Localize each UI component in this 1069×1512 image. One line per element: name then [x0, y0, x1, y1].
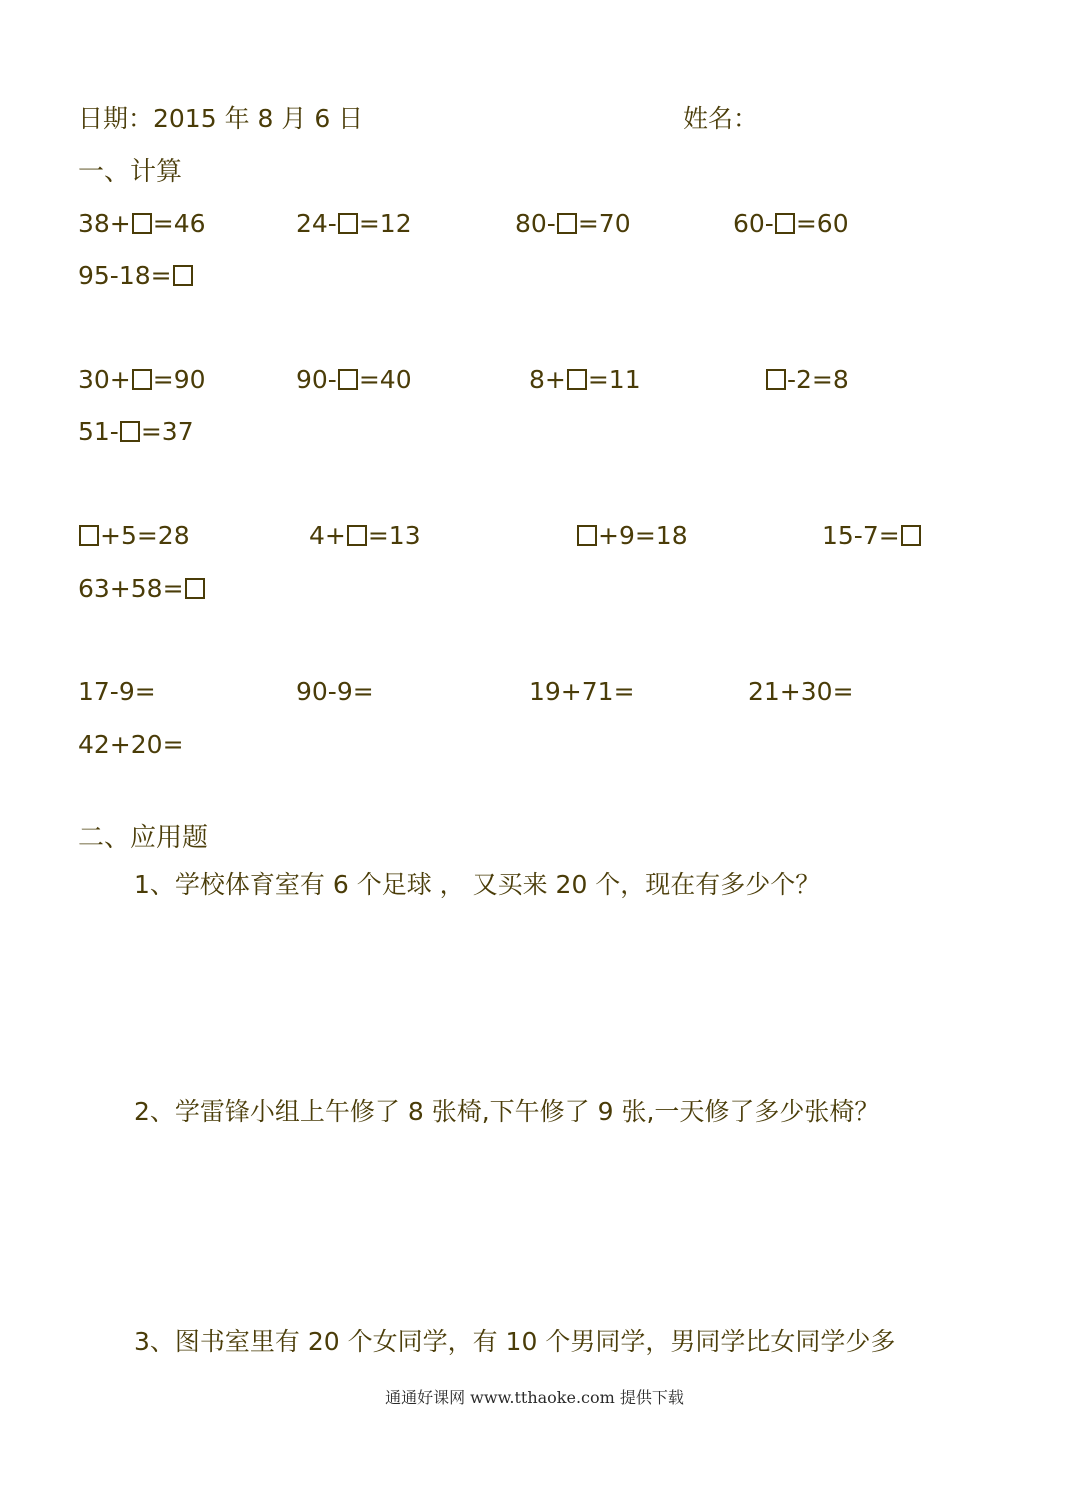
equation-text: 19+71= [529, 677, 635, 706]
answer-box[interactable] [338, 213, 358, 234]
answer-box[interactable] [132, 369, 152, 390]
equation [529, 677, 635, 707]
equation-text: =90 [152, 365, 206, 394]
equation [296, 677, 374, 707]
equation-text: 38+ [78, 209, 131, 238]
equation-text: 30+ [78, 365, 131, 394]
section-calc-title: 一、计算 [78, 157, 183, 187]
answer-box[interactable] [901, 525, 921, 546]
equation [309, 521, 421, 551]
equation [765, 365, 849, 395]
equation [78, 730, 184, 760]
equation-text: =70 [577, 209, 631, 238]
equation [296, 209, 412, 239]
answer-box[interactable] [775, 213, 795, 234]
answer-box[interactable] [347, 525, 367, 546]
equation-text: =12 [358, 209, 412, 238]
word-problem-2: 2、学雷锋小组上午修了 8 张椅,下午修了 9 张,一天修了多少张椅？ [134, 1097, 880, 1126]
equation [78, 677, 156, 707]
footer-credit: 通通好课网 www.tthaoke.com 提供下载 [385, 1388, 684, 1407]
answer-box[interactable] [557, 213, 577, 234]
answer-box[interactable] [338, 369, 358, 390]
equation [529, 365, 641, 395]
equation-text: =40 [358, 365, 412, 394]
equation-text: 4+ [309, 521, 346, 550]
equation-text: 60- [733, 209, 774, 238]
equation [576, 521, 688, 551]
answer-box[interactable] [567, 369, 587, 390]
equation [78, 365, 206, 395]
answer-box[interactable] [132, 213, 152, 234]
equation [78, 417, 194, 447]
equation-text: 95-18= [78, 261, 172, 290]
equation [78, 574, 206, 604]
equation-text: 90-9= [296, 677, 374, 706]
equation-text: -2=8 [787, 365, 849, 394]
section-word-problems-title: 二、应用题 [78, 823, 209, 853]
equation-text: 21+30= [748, 677, 854, 706]
equation-text: 17-9= [78, 677, 156, 706]
equation-text: =13 [367, 521, 421, 550]
equation [78, 521, 190, 551]
equation-text: 8+ [529, 365, 566, 394]
answer-box[interactable] [120, 421, 140, 442]
equation [515, 209, 631, 239]
equation [78, 261, 194, 291]
equation-text: +9=18 [598, 521, 688, 550]
answer-box[interactable] [79, 525, 99, 546]
equation-text: 80- [515, 209, 556, 238]
equation-text: =11 [587, 365, 641, 394]
answer-box[interactable] [185, 578, 205, 599]
equation-text: 15-7= [822, 521, 900, 550]
word-problem-3: 3、图书室里有 20 个女同学，有 10 个男同学，男同学比女同学少多 [134, 1327, 896, 1356]
equation [78, 209, 206, 239]
equation-text: =46 [152, 209, 206, 238]
answer-box[interactable] [173, 265, 193, 286]
word-problem-1: 1、学校体育室有 6 个足球 ， 又买来 20 个，现在有多少个？ [134, 870, 821, 899]
answer-box[interactable] [766, 369, 786, 390]
equation-text: 90- [296, 365, 337, 394]
equation [748, 677, 854, 707]
equation-text: 63+58= [78, 574, 184, 603]
equation [733, 209, 849, 239]
equation-text: +5=28 [100, 521, 190, 550]
equation-text: =37 [140, 417, 194, 446]
name-label: 姓名： [683, 104, 759, 133]
answer-box[interactable] [577, 525, 597, 546]
equation-text: =60 [795, 209, 849, 238]
equation-text: 51- [78, 417, 119, 446]
equation [296, 365, 412, 395]
equation [822, 521, 922, 551]
equation-text: 42+20= [78, 730, 184, 759]
equation-text: 24- [296, 209, 337, 238]
date-label: 日期：2015 年 8 月 6 日 [78, 104, 364, 133]
